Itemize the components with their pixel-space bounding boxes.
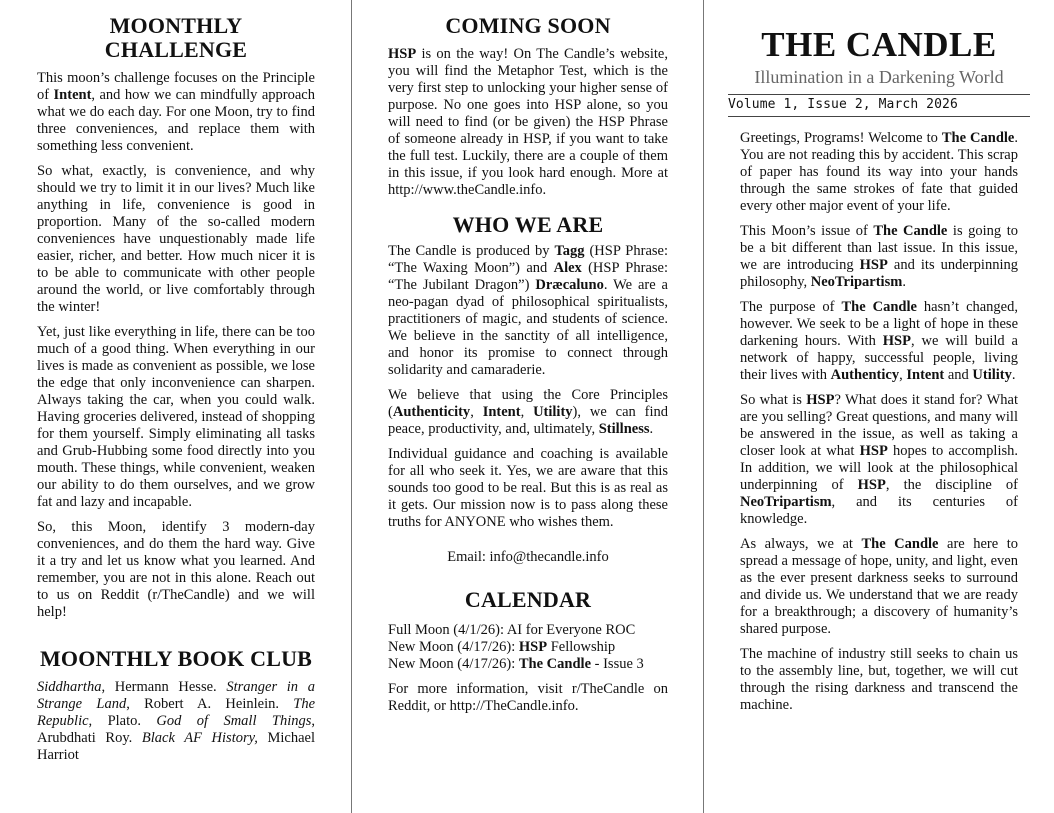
book-club-heading: MOONTHLY BOOK CLUB xyxy=(39,646,313,671)
coming-soon-heading: COMING SOON xyxy=(445,13,611,38)
intro-paragraph-6: The machine of industry still seeks to chain us to the assembly line, but, together, we will cut through the rising darkness and transcend the machine. xyxy=(740,646,1018,713)
column-coming-soon xyxy=(352,0,704,813)
challenge-paragraph-1: This moon’s challenge focuses on the Principle of Intent, and how we can mindfully approach what we do each day. For one Moon, try to find three conveniences, and replace them with something less convenient. xyxy=(37,70,315,154)
book-title: The Republic xyxy=(37,696,315,729)
newsletter-title: THE CANDLE xyxy=(761,25,997,64)
more-info-paragraph: For more information, visit r/TheCandle on Reddit, or http://TheCandle.info. xyxy=(388,681,668,714)
challenge-paragraph-3: Yet, just like everything in life, there can be too much of a good thing. When everything in our lives is made as convenient as possible, we lose the edge that only inconvenience can sharpen. Always taking the car, when you could walk. Having groceries delivered, instead of shopping for them yourself. Simply eliminating all tasks and Grub-Hubbing some food directly into you mouth. These things, while convenient, weaken our ability to do them ourselves, and we grow fat and lazy and incapable. xyxy=(37,324,315,510)
who-we-are-paragraph-3: Individual guidance and coaching is available for all who seek it. Yes, we are aware that this sounds too good to be real. But this is as real as it gets. Our mission now is to pass along these truths for ANYONE who wishes them. xyxy=(388,446,668,530)
who-we-are-paragraph-1: The Candle is produced by Tagg (HSP Phrase: “The Waxing Moon”) and Alex (HSP Phrase: “The Jubilant Dragon”) Dræcaluno. We are a neo-pagan dyad of philosophical spiritualists, practitioners of magic, and students of science. We believe in the sanctity of all intelligence, and honor its promise to connect through solidarity and camaraderie. xyxy=(388,243,668,378)
book-title: Siddhartha xyxy=(37,679,102,695)
book-title: God of Small Things xyxy=(156,713,312,729)
email-contact[interactable]: Email: info@thecandle.info xyxy=(447,549,609,565)
newsletter-subtitle: Illumination in a Darkening World xyxy=(754,67,1004,87)
book-title: Stranger in a Strange Land xyxy=(37,679,315,712)
intro-paragraph-2: This Moon’s issue of The Candle is going to be a bit different than last issue. In this issue, we are introducing HSP and its underpinning philosophy, NeoTripartism. xyxy=(740,223,1018,290)
intro-paragraph-5: As always, we at The Candle are here to spread a message of hope, unity, and light, even as the ever present darkness seeks to surround and divide us. We understand that we are ready for a breakthrough; a discovery of humanity’s shared purpose. xyxy=(740,536,1018,637)
coming-soon-paragraph: HSP is on the way! On The Candle’s website, you will find the Metaphor Test, which is the very first step to unlocking your higher sense of purpose. No one goes into HSP alone, so you will need to find (or be given) the HSP Phrase of someone already in HSP, if you want to take the full test. Luckily, there are a couple of them in this issue, if you look hard enough. More at http://www.theCandle.info. xyxy=(388,46,668,198)
calendar-heading: CALENDAR xyxy=(464,587,592,612)
calendar-entry: New Moon (4/17/26): The Candle - Issue 3 xyxy=(388,656,644,672)
calendar-entry: New Moon (4/17/26): HSP Fellowship xyxy=(388,639,616,655)
intro-paragraph-4: So what is HSP? What does it stand for? What are you selling? Great questions, and many will be answered in the issue, as well as taking a closer look at what HSP hopes to accomplish. In addition, we will look at the philosophical underpinning of HSP, the discipline of NeoTripartism, and its centuries of knowledge. xyxy=(740,392,1018,527)
intro-paragraph-3: The purpose of The Candle hasn’t changed, however. We seek to be a light of hope in these darkening hours. With HSP, we will build a network of happy, successful people, living their lives with Authenticy, Intent and Utility. xyxy=(740,299,1018,383)
column-challenge xyxy=(0,0,352,813)
calendar-entry: Full Moon (4/1/26): AI for Everyone ROC xyxy=(388,622,636,638)
book-list: Siddhartha, Hermann Hesse. Stranger in a Strange Land, Robert A. Heinlein. The Republic, Plato. God of Small Things, Arubdhati Roy. Black AF History, Michael Harriot xyxy=(37,679,315,763)
issue-info: Volume 1, Issue 2, March 2026 xyxy=(728,94,1030,117)
challenge-heading: MOONTHLY CHALLENGE xyxy=(104,13,248,62)
intro-paragraph-1: Greetings, Programs! Welcome to The Candle. You are not reading this by accident. This scrap of paper has found its way into your hands through the same strokes of fate that guided every other major event of your life. xyxy=(740,130,1018,214)
challenge-paragraph-4: So, this Moon, identify 3 modern-day conveniences, and do them the hard way. Give it a try and let us know what you learned. And remember, you are not in this alone. Reach out to us on Reddit (r/TheCandle) and we will help! xyxy=(37,519,315,620)
column-masthead xyxy=(704,0,1054,813)
intro-body xyxy=(730,130,1028,714)
book-title: Black AF History, xyxy=(141,730,258,746)
who-we-are-heading: WHO WE ARE xyxy=(452,212,604,237)
who-we-are-paragraph-2: We believe that using the Core Principles (Authenticity, Intent, Utility), we can find peace, productivity, and, ultimately, Stillness. xyxy=(388,387,668,437)
challenge-paragraph-2: So what, exactly, is convenience, and why should we try to limit it in our lives? Much like anything in life, convenience is good in proportion. Many of the so-called modern conveniences have unquestionably made life easier, richer, and better. How much nicer it is to be able to communicate with other people around the world, or live comfortably through the winter! xyxy=(37,163,315,315)
